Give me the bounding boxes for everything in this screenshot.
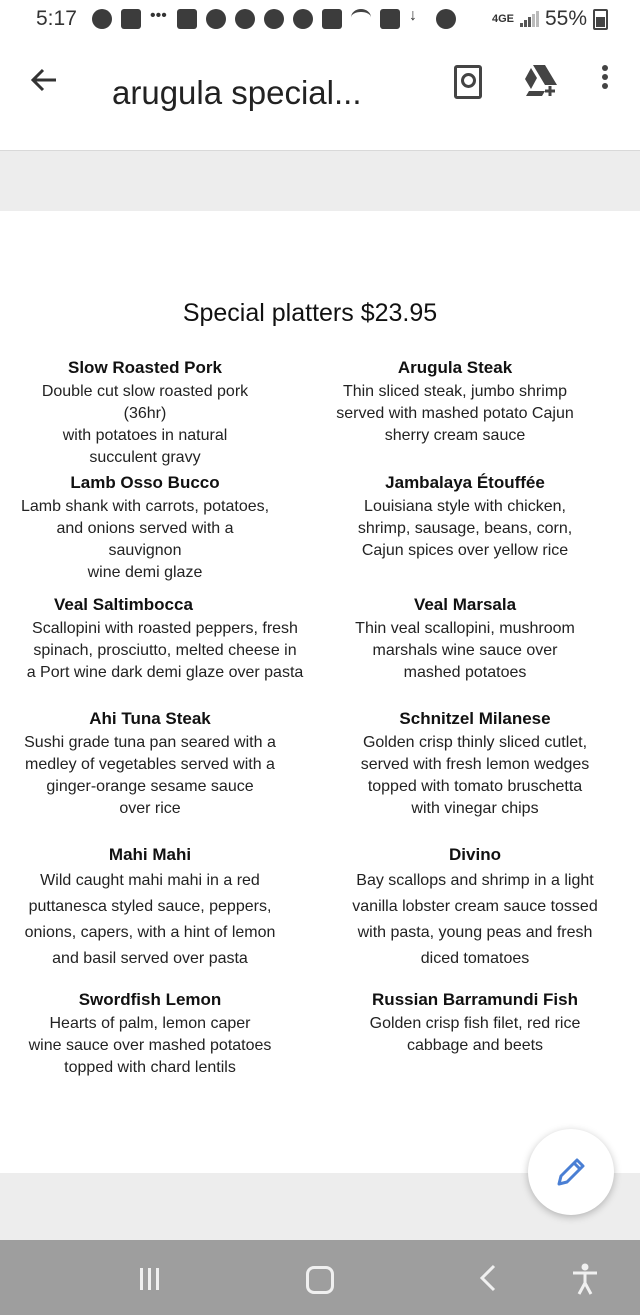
navigation-bar (0, 1240, 640, 1315)
dish-description: Scallopini with roasted peppers, fresh spinach, prosciutto, melted cheese in a Port wine dark demi glaze over pasta (26, 620, 304, 681)
print-icon (177, 9, 197, 29)
dish-name: Veal Marsala (413, 595, 517, 614)
dish-name: Russian Barramundi Fish (372, 990, 578, 1009)
dish-name: Lamb Osso Bucco (70, 473, 220, 492)
find-in-document-icon[interactable] (448, 62, 484, 98)
edit-pencil-icon (554, 1155, 588, 1189)
home-icon[interactable] (306, 1266, 334, 1294)
dish-name: Swordfish Lemon (78, 990, 222, 1009)
menu-item (20, 358, 270, 469)
menu-item (340, 709, 610, 820)
menu-item (330, 358, 580, 447)
dish-description: Golden crisp thinly sliced cutlet, served with fresh lemon wedges topped with tomato bruschetta with vinegar chips (360, 734, 590, 817)
document-page (0, 211, 640, 1173)
dish-description: Thin veal scallopini, mushroom marshals wine sauce over mashed potatoes (355, 620, 575, 681)
dish-name: Ahi Tuna Steak (89, 709, 211, 728)
alarm-icon (380, 9, 400, 29)
dish-description: Lamb shank with carrots, potatoes, and onions served with a sauvignon wine demi glaze (20, 498, 270, 581)
menu-item (20, 990, 280, 1079)
status-bar (0, 0, 640, 40)
messenger-icon (206, 9, 226, 29)
dish-name: Divino (449, 845, 501, 864)
dish-description: Thin sliced steak, jumbo shrimp served with mashed potato Cajun sherry cream sauce (336, 383, 574, 444)
pinterest-icon (92, 9, 112, 29)
youtube-icon (121, 9, 141, 29)
menu-item (20, 595, 310, 684)
accessibility-icon[interactable] (570, 1262, 600, 1296)
add-to-drive-icon[interactable] (520, 62, 556, 98)
dish-name: Jambalaya Étouffée (385, 473, 545, 492)
dish-name: Mahi Mahi (108, 845, 192, 864)
dish-name: Slow Roasted Pork (68, 358, 222, 377)
dish-description: Louisiana style with chicken, shrimp, sausage, beans, corn, Cajun spices over yellow rice (357, 498, 573, 559)
dish-description: Hearts of palm, lemon caper wine sauce over mashed potatoes topped with chard lentils (28, 1015, 272, 1076)
menu-item (20, 845, 280, 972)
dish-description: Golden crisp fish filet, red rice cabbage and beets (369, 1015, 581, 1054)
menu-item (340, 845, 610, 972)
menu-heading: Special platters $23.95 (182, 299, 438, 327)
dish-name: Veal Saltimbocca (54, 595, 193, 614)
battery-icon (593, 9, 608, 30)
status-time: 5:17 (36, 7, 77, 30)
dish-name: Schnitzel Milanese (399, 709, 551, 728)
dish-description: Bay scallops and shrimp in a light vanilla lobster cream sauce tossed with pasta, young peas and fresh diced tomatoes (352, 872, 598, 967)
signal-icon (520, 11, 539, 27)
more-dots-icon: ••• (150, 7, 167, 24)
back-icon[interactable] (478, 1262, 498, 1302)
edit-button[interactable] (528, 1129, 614, 1215)
bulb-icon (436, 9, 456, 29)
recent-apps-icon[interactable] (140, 1268, 166, 1290)
youtube-icon (322, 9, 342, 29)
battery-percent: 55% (544, 7, 587, 30)
download-icon: ↓ (409, 7, 417, 24)
back-arrow-icon[interactable] (26, 62, 62, 98)
dish-description: Sushi grade tuna pan seared with a medley of vegetables served with a ginger-orange sesame sauce over rice (24, 734, 276, 817)
app-icon (235, 9, 255, 29)
dish-description: Double cut slow roasted pork (36hr) with potatoes in natural succulent gravy (41, 383, 249, 466)
dish-description: Wild caught mahi mahi in a red puttanesca styled sauce, peppers, onions, capers, with a hint of lemon and basil served over pasta (24, 872, 276, 967)
app-bar (0, 40, 640, 151)
notification-icons (92, 9, 456, 29)
document-title: arugula special... (112, 74, 362, 111)
wifi-icon (351, 9, 371, 26)
menu-item (340, 990, 610, 1057)
menu-item (20, 709, 280, 820)
chrome-icon (264, 9, 284, 29)
more-vert-icon[interactable] (590, 62, 620, 98)
menu-item (340, 473, 590, 562)
menu-item (340, 595, 590, 684)
vpn-icon (293, 9, 313, 29)
network-type: 4GE (491, 13, 514, 25)
menu-item (20, 473, 270, 584)
dish-name: Arugula Steak (397, 358, 513, 377)
